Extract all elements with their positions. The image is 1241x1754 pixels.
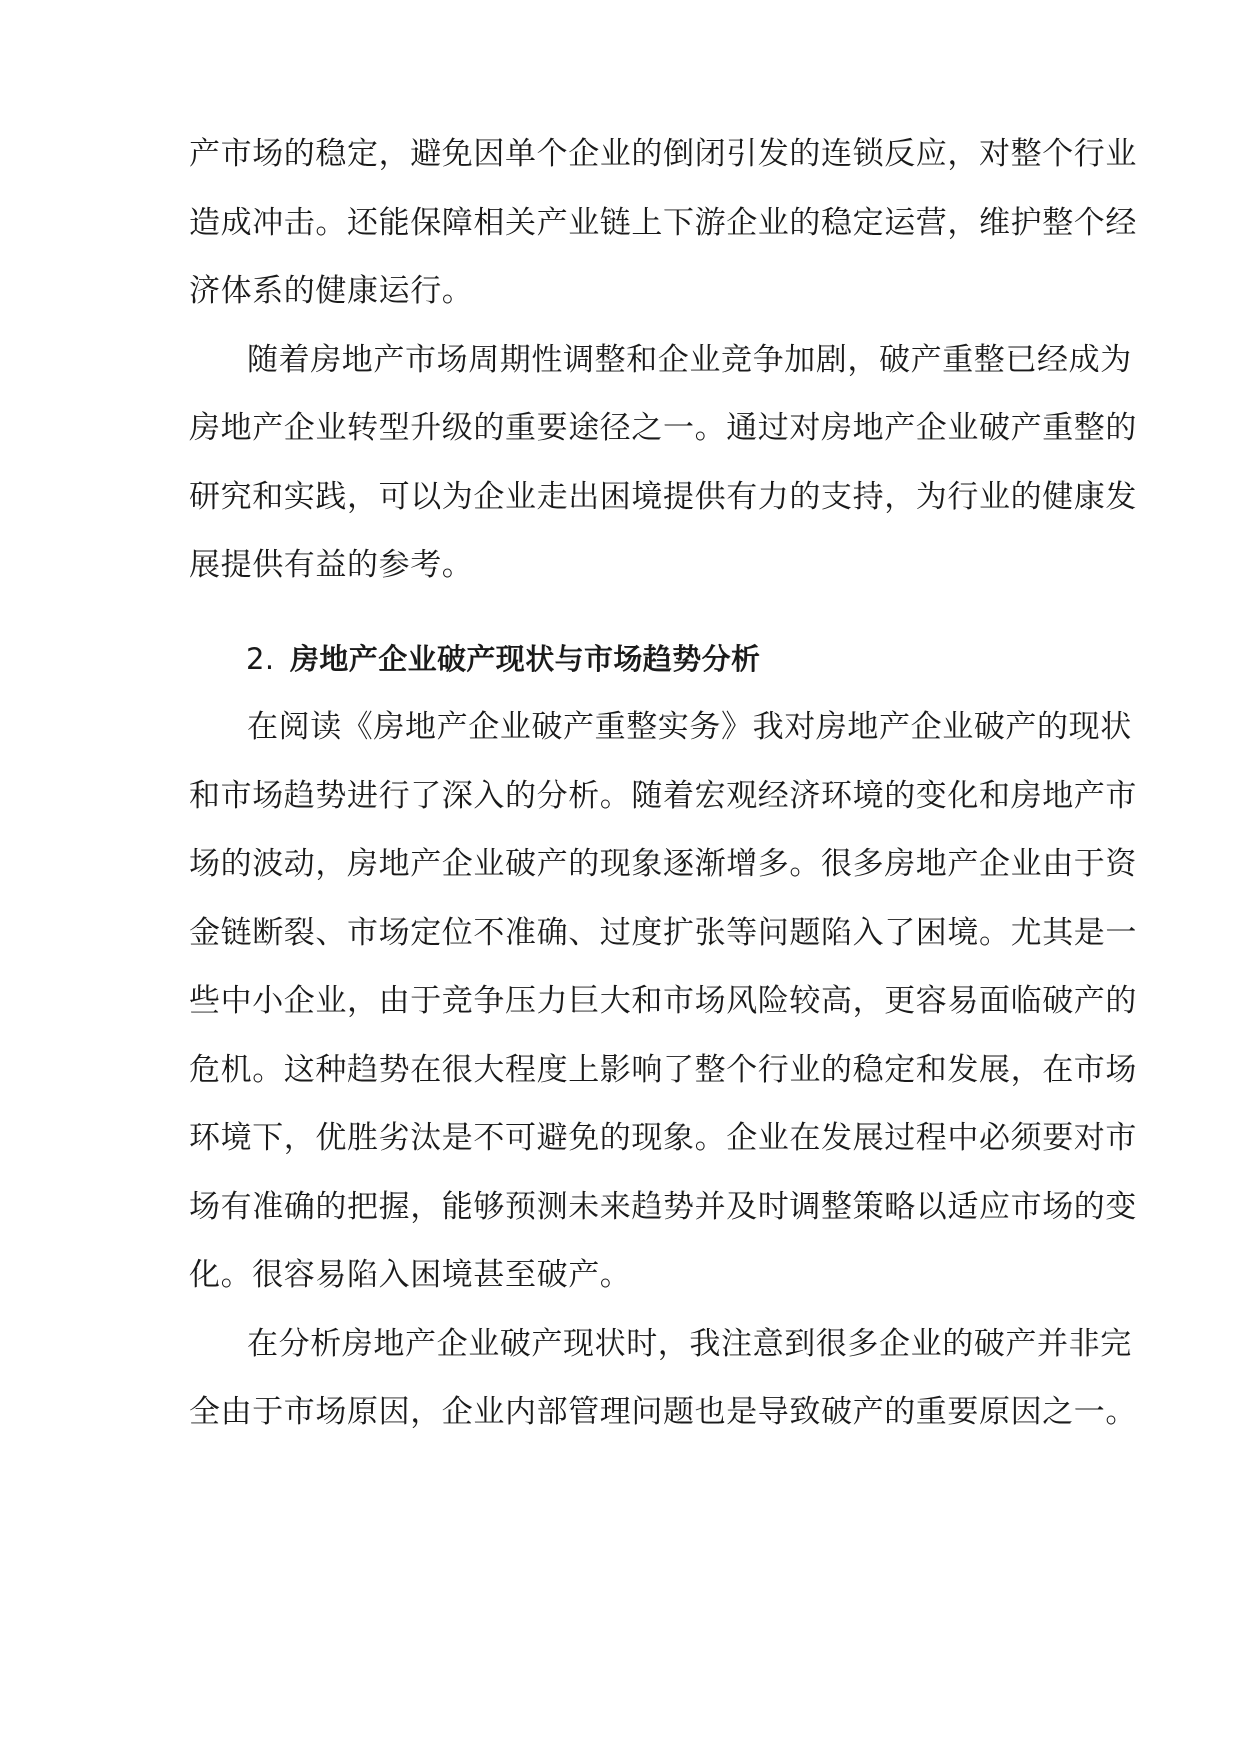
paragraph-line: 场有准确的把握，能够预测未来趋势并及时调整策略以适应市场的变	[189, 1189, 1137, 1225]
paragraph-line: 济体系的健康运行。	[189, 273, 474, 309]
paragraph-line: 造成冲击。还能保障相关产业链上下游企业的稳定运营，维护整个经	[189, 205, 1137, 241]
paragraph-line: 随着房地产市场周期性调整和企业竞争加剧，破产重整已经成为	[247, 342, 1132, 378]
paragraph-line: 在阅读《房地产企业破产重整实务》我对房地产企业破产的现状	[247, 709, 1132, 745]
paragraph-line: 展提供有益的参考。	[189, 547, 474, 583]
paragraph-line: 研究和实践，可以为企业走出困境提供有力的支持，为行业的健康发	[189, 479, 1137, 515]
section-title: 房地产企业破产现状与市场趋势分析	[290, 642, 761, 676]
paragraph-line: 在分析房地产企业破产现状时，我注意到很多企业的破产并非完	[247, 1326, 1132, 1362]
paragraph-line: 场的波动，房地产企业破产的现象逐渐增多。很多房地产企业由于资	[189, 846, 1137, 882]
section-number: 2.	[246, 642, 275, 676]
paragraph-line: 产市场的稳定，避免因单个企业的倒闭引发的连锁反应，对整个行业	[189, 136, 1137, 172]
paragraph-line: 房地产企业转型升级的重要途径之一。通过对房地产企业破产重整的	[189, 410, 1137, 446]
paragraph-line: 危机。这种趋势在很大程度上影响了整个行业的稳定和发展，在市场	[189, 1052, 1137, 1088]
section-heading	[246, 639, 760, 679]
paragraph-line: 环境下，优胜劣汰是不可避免的现象。企业在发展过程中必须要对市	[189, 1120, 1137, 1156]
paragraph-line: 全由于市场原因，企业内部管理问题也是导致破产的重要原因之一。	[189, 1394, 1137, 1430]
paragraph-line: 化。很容易陷入困境甚至破产。	[189, 1257, 632, 1293]
paragraph-line: 金链断裂、市场定位不准确、过度扩张等问题陷入了困境。尤其是一	[189, 915, 1137, 951]
paragraph-line: 些中小企业，由于竞争压力巨大和市场风险较高，更容易面临破产的	[189, 983, 1137, 1019]
paragraph-line: 和市场趋势进行了深入的分析。随着宏观经济环境的变化和房地产市	[189, 778, 1137, 814]
